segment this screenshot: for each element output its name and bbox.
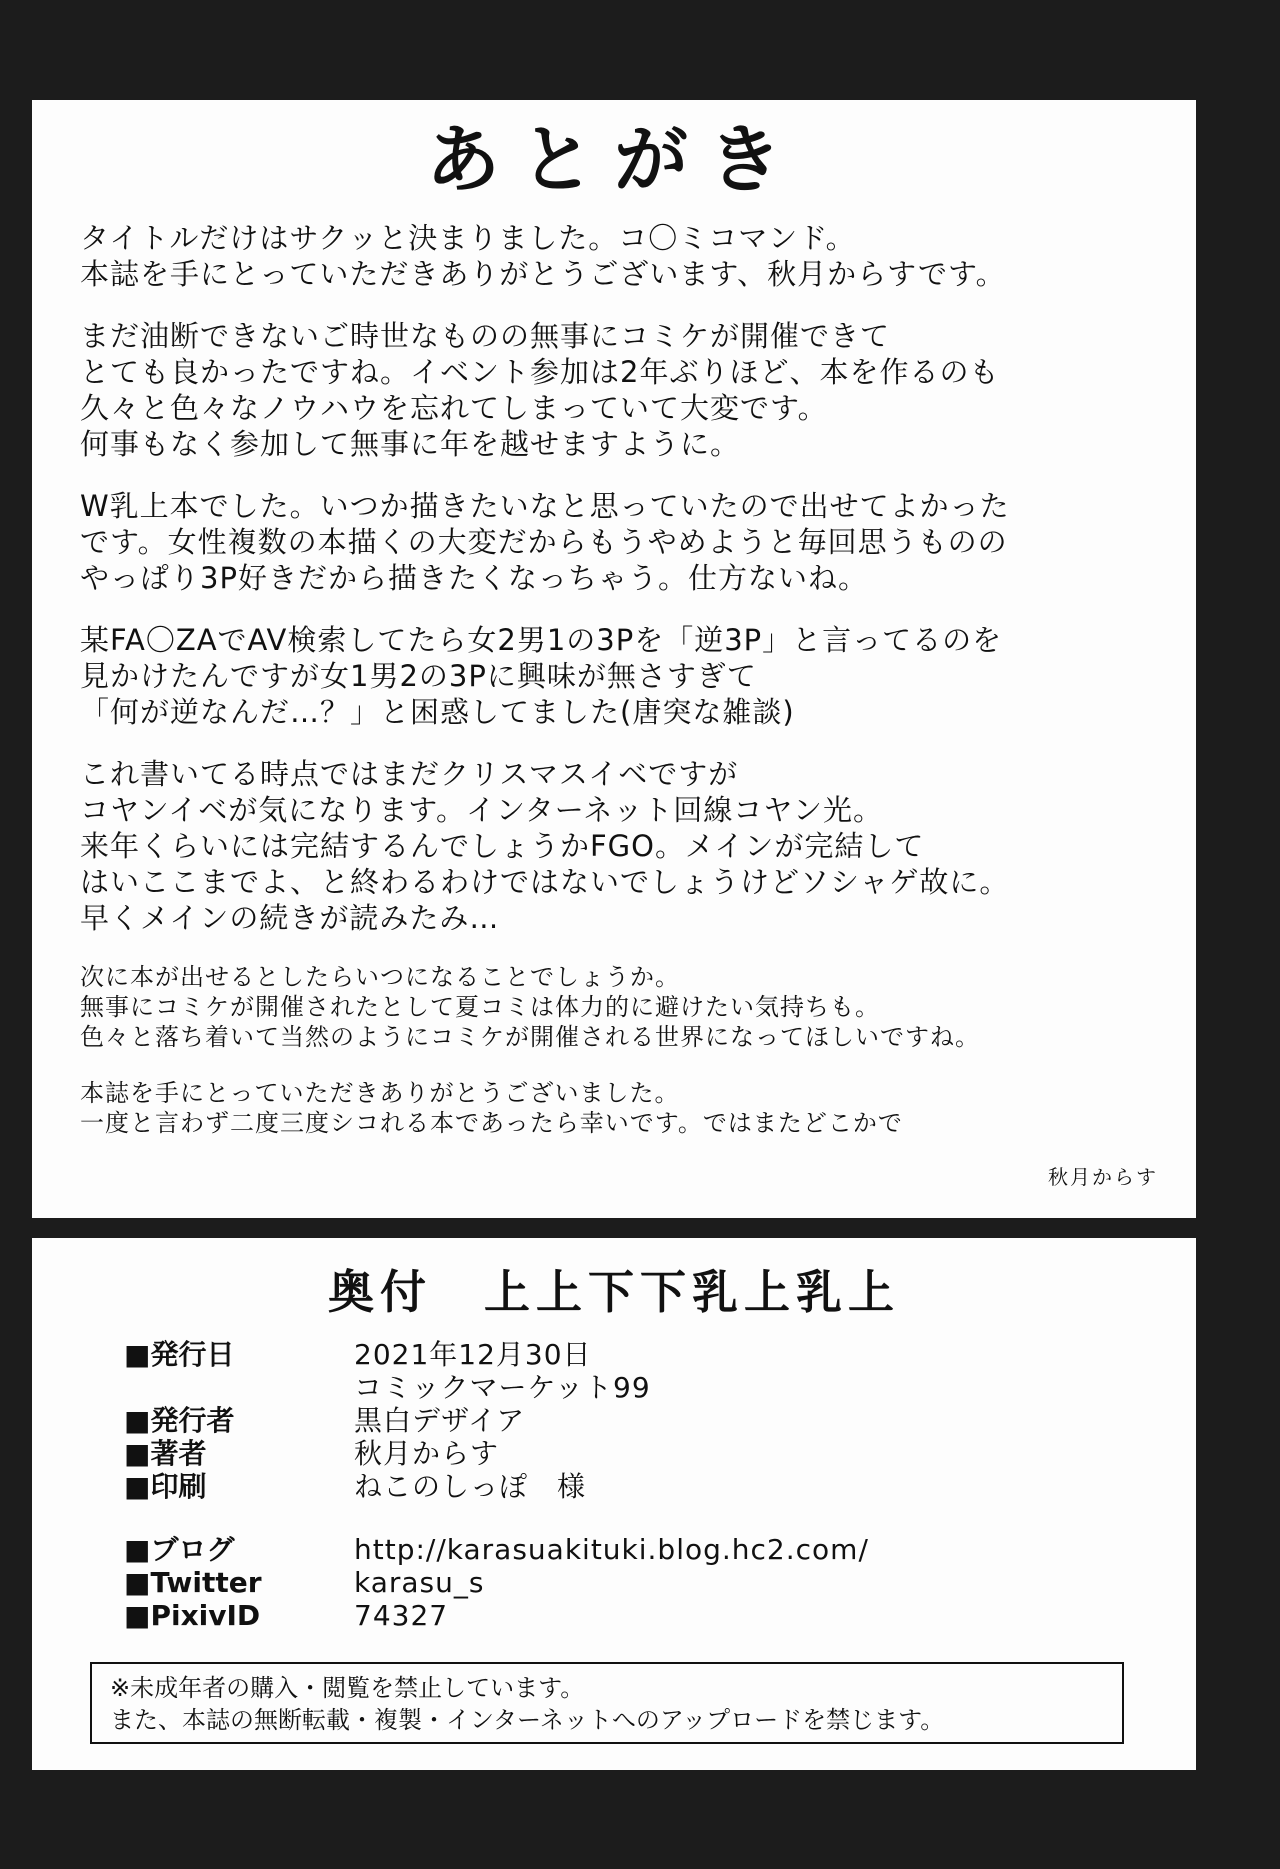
- info-label: ■ ブログ: [124, 1533, 354, 1566]
- text-line: 次に本が出せるとしたらいつになることでしょうか。: [80, 963, 680, 991]
- text-line: 来年くらいには完結するんでしょうかFGO。メインが完結して: [80, 829, 925, 863]
- text-line: 本誌を手にとっていただきありがとうございました。: [80, 1079, 680, 1107]
- text-line: タイトルだけはサクッと決まりました。コ〇ミコマンド。: [80, 221, 856, 255]
- paragraph: [80, 622, 1166, 730]
- info-label: ■ 印刷: [124, 1470, 354, 1503]
- info-row-twitter: [124, 1566, 1124, 1599]
- text-line: 一度と言わず二度三度シコれる本であったら幸いです。ではまたどこかで: [80, 1109, 903, 1137]
- text-line: 見かけたんですが女1男2の3Pに興味が無さすぎて: [80, 659, 757, 693]
- info-value: 黒白デザイア: [354, 1404, 526, 1437]
- paragraph: [80, 756, 1166, 936]
- text-line: 無事にコミケが開催されたとして夏コミは体力的に避けたい気持ちも。: [80, 993, 880, 1021]
- text-line: とても良かったですね。イベント参加は2年ぶりほど、本を作るのも: [80, 355, 1000, 389]
- info-row-date: [124, 1338, 1124, 1371]
- info-value: コミックマーケット99: [354, 1371, 651, 1404]
- info-row-printer: [124, 1470, 1124, 1503]
- blog-url: http://karasuakituki.blog.hc2.com/: [354, 1533, 869, 1566]
- info-row-blog: [124, 1533, 1124, 1566]
- text-line: これ書いてる時点ではまだクリスマスイベですが: [80, 757, 739, 791]
- text-line: コヤンイベが気になります。インターネット回線コヤン光。: [80, 793, 884, 827]
- text-line: やっぱり3P好きだから描きたくなっちゃう。仕方ないね。: [80, 561, 868, 595]
- text-line: 「何が逆なんだ…？」と困惑してました(唐突な雑談): [80, 695, 795, 729]
- info-label: ■ 発行日: [124, 1338, 354, 1371]
- paragraph: [80, 1078, 1166, 1138]
- notice-box: [90, 1662, 1124, 1744]
- colophon-panel: [32, 1238, 1196, 1770]
- text-line: 早くメインの続きが読みたみ…: [80, 901, 500, 935]
- text-line: まだ油断できないご時世なものの無事にコミケが開催できて: [80, 319, 891, 353]
- text-line: 某FA〇ZAでAV検索してたら女2男1の3Pを「逆3P」と言ってるのを: [80, 623, 1003, 657]
- info-row-author: [124, 1437, 1124, 1470]
- info-label: ■ Twitter: [124, 1566, 354, 1599]
- text-line: 久々と色々なノウハウを忘れてしまっていて大変です。: [80, 391, 828, 425]
- text-line: W乳上本でした。いつか描きたいなと思っていたので出せてよかった: [80, 489, 1010, 523]
- afterword-body: [80, 220, 1166, 1164]
- text-line: はいここまでよ、と終わるわけではないでしょうけどソシャゲ故に。: [80, 865, 1010, 899]
- info-label: ■ 発行者: [124, 1404, 354, 1437]
- text-line: 本誌を手にとっていただきありがとうございます、秋月からすです。: [80, 257, 1006, 291]
- info-row-pixiv: [124, 1599, 1124, 1632]
- paragraph: [80, 962, 1166, 1052]
- info-row-event: [124, 1371, 1124, 1404]
- colophon-info: [124, 1338, 1124, 1632]
- info-value: ねこのしっぽ 様: [354, 1470, 587, 1503]
- text-line: 何事もなく参加して無事に年を越せますように。: [80, 427, 741, 461]
- info-value: 秋月からす: [354, 1437, 500, 1470]
- pixiv-id: 74327: [354, 1599, 449, 1632]
- notice-line: また、本誌の無断転載・複製・インターネットへのアップロードを禁じます。: [110, 1706, 945, 1734]
- colophon-title: 奥付 上上下下乳上乳上: [328, 1265, 900, 1319]
- paragraph: [80, 318, 1166, 462]
- info-value: 2021年12月30日: [354, 1338, 592, 1371]
- author-signature: 秋月からす: [1048, 1165, 1158, 1189]
- afterword-panel: [32, 100, 1196, 1218]
- info-row-publisher: [124, 1404, 1124, 1437]
- paragraph: [80, 220, 1166, 292]
- text-line: です。女性複数の本描くの大変だからもうやめようと毎回思うものの: [80, 525, 1008, 559]
- afterword-title: あとがき: [426, 117, 802, 203]
- notice-line: ※未成年者の購入・閲覧を禁止しています。: [110, 1674, 585, 1702]
- twitter-handle: karasu_s: [354, 1566, 485, 1599]
- info-label: ■ PixivID: [124, 1599, 354, 1632]
- text-line: 色々と落ち着いて当然のようにコミケが開催される世界になってほしいですね。: [80, 1023, 980, 1051]
- paragraph: [80, 488, 1166, 596]
- info-label: ■ 著者: [124, 1437, 354, 1470]
